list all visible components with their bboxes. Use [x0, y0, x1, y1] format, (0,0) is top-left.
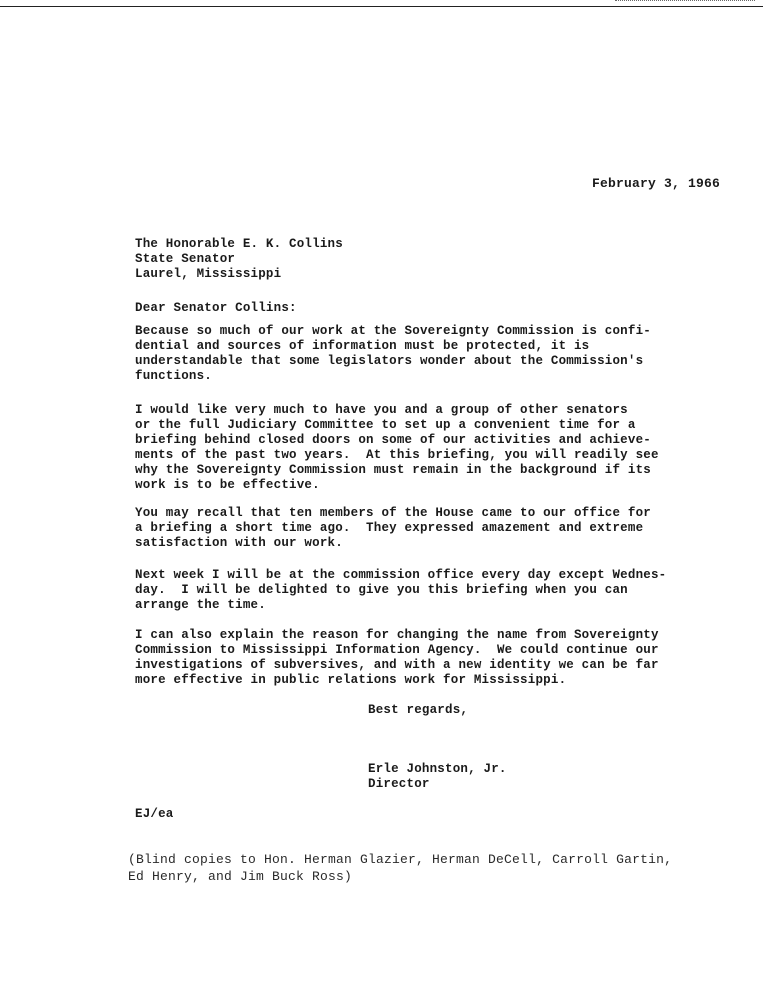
recipient-location: Laurel, Mississippi — [135, 267, 282, 281]
recipient-title: State Senator — [135, 252, 236, 266]
salutation: Dear Senator Collins: — [135, 301, 297, 315]
paragraph-line: briefing behind closed doors on some of our activities and achieve- — [135, 433, 651, 447]
paragraph-line: or the full Judiciary Committee to set up a convenient time for a — [135, 418, 636, 432]
body-paragraph-1 — [135, 324, 655, 384]
paragraph-line: I would like very much to have you and a group of other senators — [135, 403, 628, 417]
paragraph-line: Commission to Mississippi Information Agency. We could continue our — [135, 643, 659, 657]
body-paragraph-5 — [135, 628, 659, 688]
paragraph-line: more effective in public relations work for Mississippi. — [135, 673, 567, 687]
top-edge-specks — [615, 0, 755, 6]
signature-block — [368, 762, 507, 792]
paragraph-line: ments of the past two years. At this briefing, you will readily see — [135, 448, 659, 462]
paragraph-line: understandable that some legislators wonder about the Commission's — [135, 354, 644, 368]
body-paragraph-4 — [135, 568, 667, 613]
paragraph-line: I can also explain the reason for changing the name from Sovereignty — [135, 628, 659, 642]
closing: Best regards, — [368, 703, 469, 717]
body-paragraph-3 — [135, 506, 655, 551]
paragraph-line: Because so much of our work at the Sovereignty Commission is confi- — [135, 324, 651, 338]
typist-initials: EJ/ea — [135, 807, 174, 821]
paragraph-line: arrange the time. — [135, 598, 266, 612]
signer-name: Erle Johnston, Jr. — [368, 762, 507, 776]
top-edge-rule — [0, 6, 763, 7]
paragraph-line: a briefing a short time ago. They expressed amazement and extreme — [135, 521, 644, 535]
paragraph-line: satisfaction with our work. — [135, 536, 343, 550]
blind-copies-note — [128, 851, 672, 885]
inside-address — [135, 237, 343, 282]
recipient-name: The Honorable E. K. Collins — [135, 237, 343, 251]
paragraph-line: day. I will be delighted to give you this briefing when you can — [135, 583, 628, 597]
signer-title: Director — [368, 777, 430, 791]
blind-copies-line: (Blind copies to Hon. Herman Glazier, Herman DeCell, Carroll Gartin, — [128, 852, 673, 867]
paragraph-line: dential and sources of information must be protected, it is — [135, 339, 590, 353]
blind-copies-line: Ed Henry, and Jim Buck Ross) — [128, 869, 353, 884]
paragraph-line: You may recall that ten members of the House came to our office for — [135, 506, 651, 520]
paragraph-line: work is to be effective. — [135, 478, 320, 492]
paragraph-line: Next week I will be at the commission office every day except Wednes- — [135, 568, 667, 582]
paragraph-line: why the Sovereignty Commission must remain in the background if its — [135, 463, 651, 477]
letter-date: February 3, 1966 — [592, 176, 721, 191]
body-paragraph-2 — [135, 403, 659, 493]
paragraph-line: investigations of subversives, and with a new identity we can be far — [135, 658, 659, 672]
paragraph-line: functions. — [135, 369, 213, 383]
